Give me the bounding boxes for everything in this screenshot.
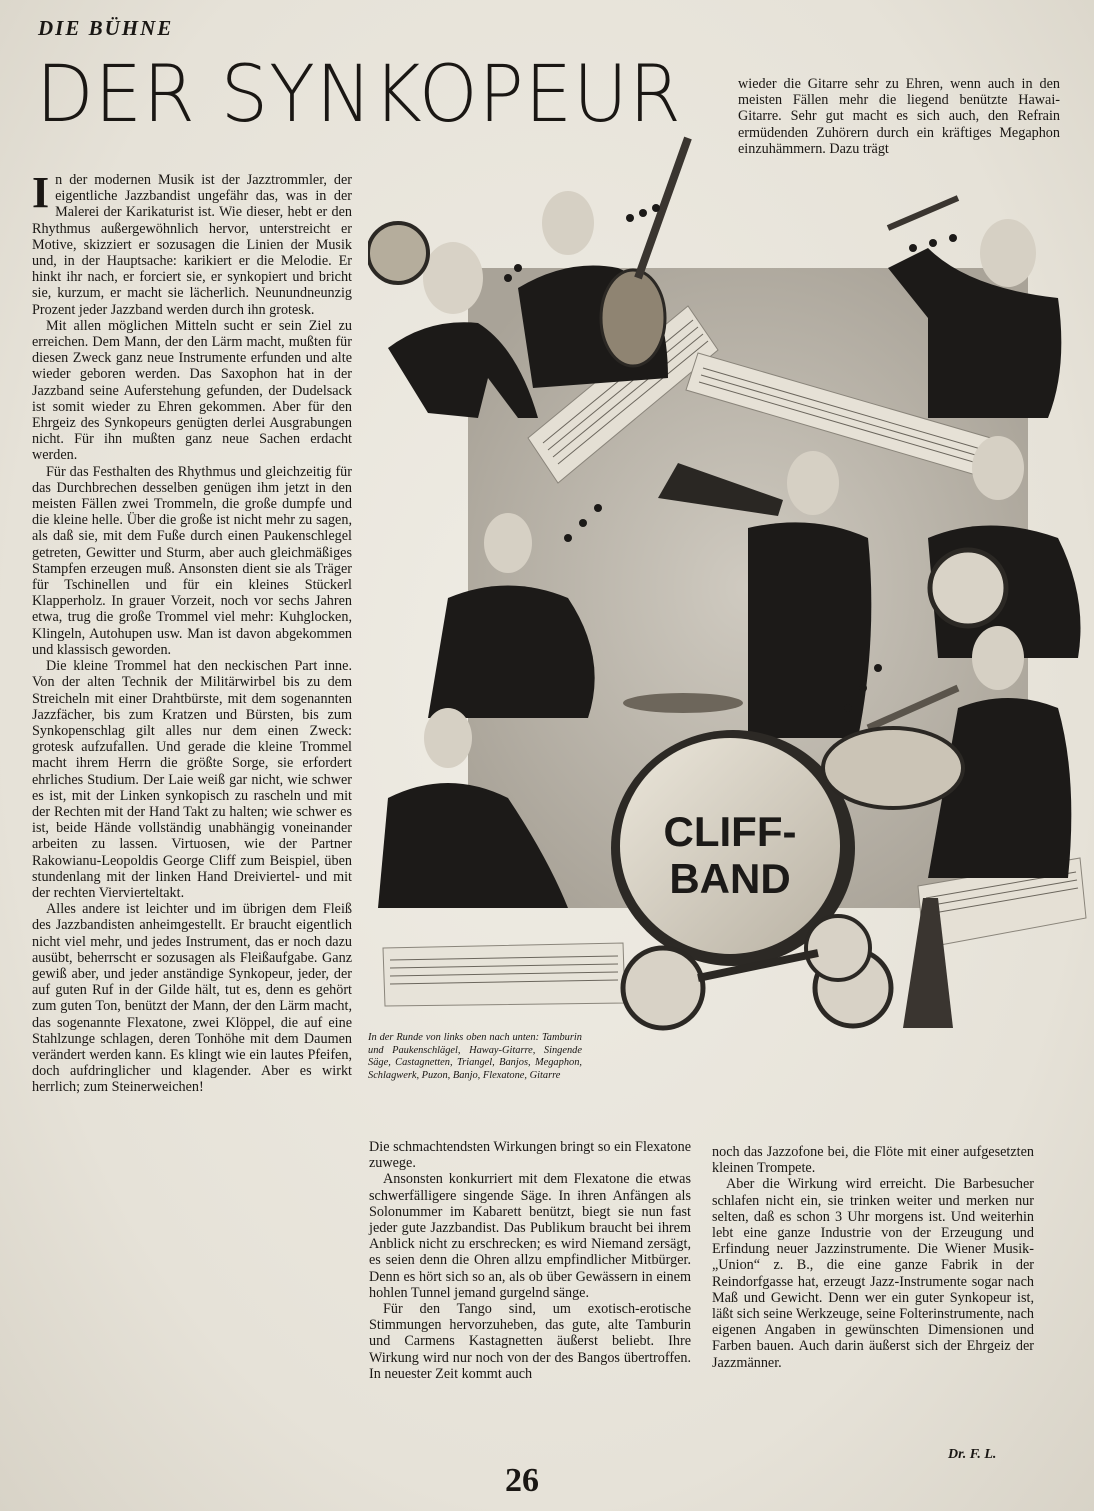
article-paragraph: Ansonsten konkurriert mit dem Flexatone die etwas schwerfälligere singende Säge. In ihren Anfängen als Solonummer im Kabarett benützt, biegt sie nun fast jeder gute Jazzbandist. Das Publikum braucht bei ihrem Anblick nicht zu erschrecken; es wird Niemand zersägt, es seien denn die Ohren allzu empfindlicher Mitbürger. Denn es hört sich so an, als ob über Gewässern in einem hohlen Tunnel jemand gurgelnd sänge.: [369, 1171, 691, 1301]
musician-guitar: [518, 138, 688, 388]
drop-cap: I: [32, 168, 50, 217]
drum-label-line1: CLIFF-: [663, 808, 797, 855]
article-paragraph: Für das Festhalten des Rhythmus und gleichzeitig für das Durchbrechen desselben genügen ihm jetzt in den meisten Fällen zwei Trommeln, die große dumpfe und die kleine helle. Über die große ist nicht mehr zu sagen, als daß sie, mit dem Fuße durch einen Paukenschlegel getreten, Gewitter und Sturm, aber auch gleichmäßiges Stampfen erzeugen muß. Ansonsten dient sie als Träger für Tschinellen und für ein kleines Stückerl Klapperholz. In grauer Vorzeit, noch vor sechs Jahren etwa, trug die große Trommel viel mehr: Kuhglocken, Klingeln, Autohupen usw. Man ist davon abgekommen und klassisch geworden.: [32, 463, 352, 658]
snare-drum: [823, 728, 963, 808]
running-head: DIE BÜHNE: [38, 16, 174, 40]
article-paragraph: Für den Tango sind, um exotisch-erotische Stimmungen hervorzuheben, das gute, alte Tamburin und Carmens Kastagnetten äußerst beliebt. Ihre Wirkung wird nur noch von der des Bangos übertroffen. In neuester Zeit kommt auch: [369, 1301, 691, 1382]
article-column-right: [712, 1144, 1034, 1371]
article-paragraph: Die schmachtendsten Wirkungen bringt so ein Flexatone zuwege.: [369, 1139, 691, 1172]
page-number: 26: [505, 1462, 539, 1499]
article-paragraph: noch das Jazzofone bei, die Flöte mit einer aufgesetzten kleinen Trompete.: [712, 1144, 1034, 1177]
article-column-left: [32, 168, 352, 1096]
band-photo-collage: [368, 118, 1094, 1033]
article-title: DER SYNKOPEUR: [36, 50, 682, 140]
article-paragraph: Die kleine Trommel hat den neckischen Part inne. Von der alten Technik der Militärwirbel bis zu dem Streicheln mit einer Drahtbürste, mit dem sogenannten Jazzfächer, bis zum Kratzen und Bürsten, bis zum Synkopenschlag gilt alles nur dem einen Zweck: grotesk aufzufallen. Und gerade die kleine Trommel macht ihrem Herrn die größte Sorge, sie erfordert ehrliches Studium. Der Laie weiß gar nicht, wie schwer es ist, mit der Linken synkopisch zu rascheln und mit der Rechten mit der Hand Takt zu halten; wie schwer es ist, beide Hände vollständig unabhängig voneinander arbeiten zu lassen. Virtuosen, wie der Partner Rakowianu-Leopoldis George Cliff zum Beispiel, üben stundenlang mit der linken Hand Dreiviertel- und mit der rechten Viervierteltakt.: [32, 658, 352, 901]
photo-caption: In der Runde von links oben nach unten: Tamburin und Paukenschlägel, Haway-Gitarre, Singende Säge, Castagnetten, Triangel, Banjos, Megaphon, Schlagwerk, Puzon, Banjo, Flexatone, Gitarre: [368, 1032, 582, 1081]
article-paragraph: wieder die Gitarre sehr zu Ehren, wenn auch in den meisten Fällen mehr die liegend benützte Hawai-Gitarre. Sehr gut macht es sich auch, den Refrain ermüdenden Zuhörern durch ein kräftiges Megaphon einzuhämmern. Dazu trägt: [738, 76, 1060, 157]
article-paragraph: In der modernen Musik ist der Jazztrommler, der eigentliche Jazzbandist ungefähr das, was in der Malerei der Karikaturist ist. Wie dieser, hebt er den Rhythmus außergewöhnlich hervor, unterstreicht er Motive, skizziert er sozusagen die Linien der Musik und, in der Hauptsache: karikiert er die Melodie. Er hinkt ihr nach, er forciert sie, er synkopiert und bricht sie, kurzum, er macht sie lächerlich. Neunundneunzig Prozent jeder Jazzband werden durch ihn grotesk.: [32, 168, 352, 318]
article-paragraph: Alles andere ist leichter und im übrigen dem Fleiß des Jazzbandisten anheimgestellt. Er braucht eigentlich nicht viel mehr, und jedes Instrument, das er noch dazu ausübt, beherrscht er sozusagen als Fleißaufgabe. Ganz gewiß aber, und jeder anständige Synkopeur, jeder, der auf guten Ruf in der Gilde hält, tut es, denn es gehört zum guten Ton, benützt der Mann, der den Lärm macht, das sogenannte Flexatone, zwei Klöppel, die auf eine Stahlzunge schlagen, deren Tonhöhe mit dem Daumen verändert werden kann. Es klingt wie ein lautes Pfeifen, doch aufdringlicher und klagender. Aber es wirkt herrlich; zum Steinerweichen!: [32, 901, 352, 1096]
sheet-music-strip: [383, 943, 625, 1006]
cymbal: [623, 693, 743, 713]
author-signature: Dr. F. L.: [948, 1447, 997, 1462]
article-paragraph: Mit allen möglichen Mitteln sucht er sein Ziel zu erreichen. Dem Mann, der den Lärm macht, mußten für diesen Zweck ganz neue Instrumente erfunden und alte wieder geboren werden. Das Saxophon hat in der Jazzband seine Auferstehung gefunden, der Dudelsack ist somit wieder zu Ehren gekommen. Aber für den Ehrgeiz des Synkopeurs genügten derlei Ausgrabungen nicht. Für ihn mußten ganz neue Sachen erdacht werden.: [32, 317, 352, 464]
article-paragraph: Aber die Wirkung wird erreicht. Die Barbesucher schlafen nicht ein, sie trinken weiter und merken nur selten, daß es schon 3 Uhr morgens ist. Und weiterhin lebt eine ganze Industrie von der Erzeugung und Erfindung neuer Jazzinstrumente. Die Wiener Musik-„Union“ z. B., die eine ganze Fabrik in der Reindorfgasse hat, erzeugt Jazz-Instrumente sogar nach Maß und Gewicht. Denn wer ein guter Synkopeur ist, läßt sich seine Werkzeuge, seine Folterinstrumente, nach eigenen Angaben in gewünschten Dimensionen und Farben bauen. Auch darin äußerst sich der Ehrgeiz der Jazzmänner.: [712, 1176, 1034, 1371]
drum-label-line2: BAND: [669, 855, 791, 902]
article-column-middle: [369, 1139, 691, 1382]
